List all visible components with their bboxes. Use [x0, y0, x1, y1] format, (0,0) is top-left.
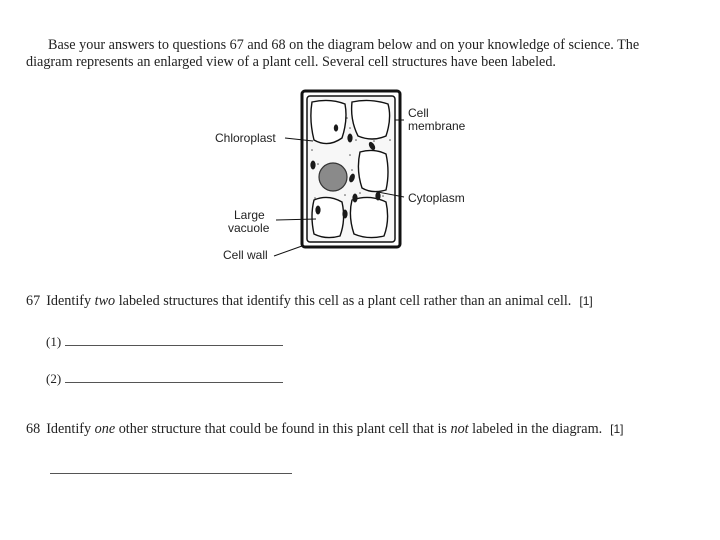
intro-line-1: Base your answers to questions 67 and 68 on the diagram below and on your knowledge of science. The	[48, 37, 640, 53]
intro-line-2: diagram represents an enlarged view of a plant cell. Several cell structures have been labeled.	[26, 54, 556, 70]
question-67	[26, 293, 593, 310]
question-67-text-b: labeled structures that identify this cell as a plant cell rather than an animal cell.	[115, 293, 572, 309]
label-cytoplasm: Cytoplasm	[408, 191, 465, 205]
question-68-points: [1]	[610, 422, 624, 436]
question-68-text-a: Identify	[46, 421, 95, 437]
question-67-emphasis: two	[94, 293, 116, 309]
question-68-number: 68	[26, 421, 41, 437]
question-68-text-c: labeled in the diagram.	[468, 421, 603, 437]
answer-67-1	[46, 334, 283, 350]
answer-67-2-blank[interactable]	[65, 381, 283, 383]
answer-67-1-label: (1)	[46, 334, 62, 349]
question-67-number: 67	[26, 293, 41, 309]
label-large-vacuole-line1: Large	[234, 208, 265, 222]
question-68-emphasis-one: one	[94, 421, 116, 437]
answer-67-1-blank[interactable]	[65, 344, 283, 346]
label-cell-wall: Cell wall	[223, 248, 268, 262]
label-large-vacuole-line2: vacuole	[228, 221, 270, 235]
label-cell-membrane-line2: membrane	[408, 119, 466, 133]
label-cell-membrane-line1: Cell	[408, 106, 429, 120]
question-67-points: [1]	[579, 294, 593, 308]
answer-67-2-label: (2)	[46, 371, 62, 386]
question-68-emphasis-not: not	[450, 421, 469, 437]
question-68-text-b: other structure that could be found in this plant cell that is	[115, 421, 451, 437]
question-67-text-a: Identify	[46, 293, 95, 309]
nucleus	[319, 163, 347, 191]
question-68	[26, 421, 624, 438]
answer-67-2	[46, 371, 283, 387]
label-chloroplast: Chloroplast	[215, 131, 276, 145]
answer-68-blank[interactable]	[50, 473, 292, 474]
